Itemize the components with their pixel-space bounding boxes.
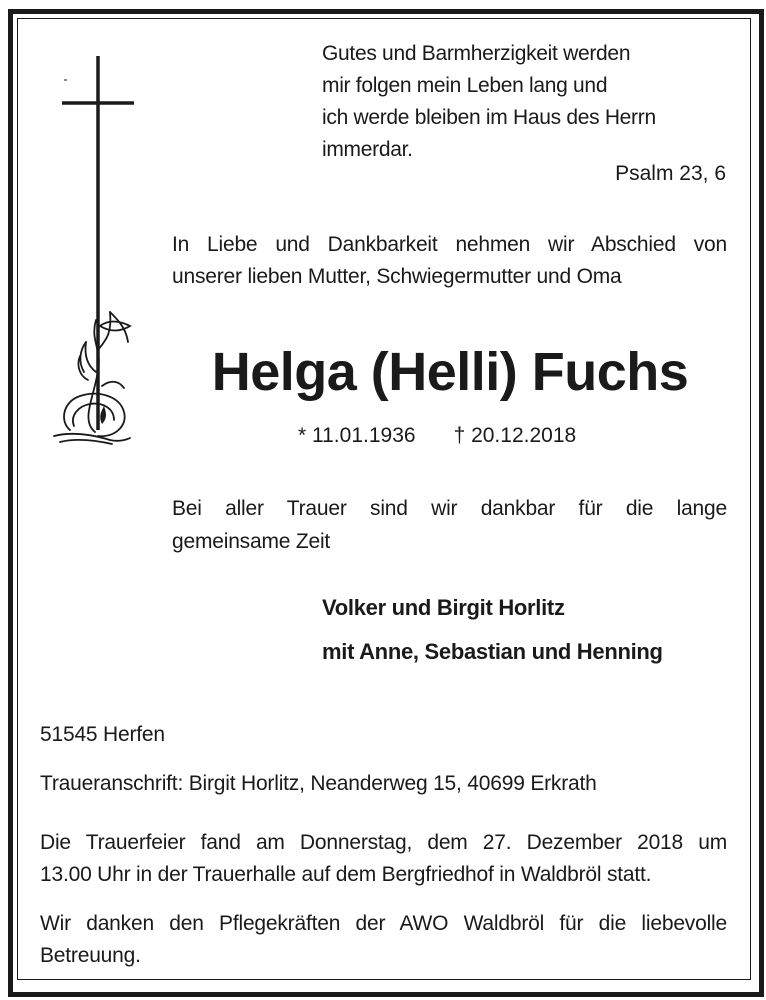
psalm-line: ich werde bleiben im Haus des Herrn: [322, 106, 656, 129]
thanks-line: Betreuung.: [40, 944, 141, 967]
psalm-quote: [322, 38, 726, 166]
cross-with-vine-icon: [40, 50, 140, 450]
mourning-address: Traueranschrift: Birgit Horlitz, Neanderweg 15, 40699 Erkrath: [40, 772, 597, 795]
psalm-line: Gutes und Barmherzigkeit werden: [322, 42, 631, 65]
psalm-reference: Psalm 23, 6: [615, 162, 726, 185]
family-line: mit Anne, Sebastian und Henning: [322, 639, 663, 664]
deceased-name: Helga (Helli) Fuchs: [211, 342, 689, 402]
funeral-line: Die Trauerfeier fand am Donnerstag, dem 27. Dezember 2018 um: [40, 831, 727, 854]
family-line: Volker und Birgit Horlitz: [322, 595, 565, 620]
psalm-line: mir folgen mein Leben lang und: [322, 74, 608, 97]
life-dates: [298, 420, 576, 452]
birth-date: * 11.01.1936: [298, 424, 416, 447]
gratitude-line: gemeinsame Zeit: [172, 530, 331, 553]
thanks-line: Wir danken den Pflegekräften der AWO Waldbröl für die liebevolle: [40, 912, 727, 935]
location: 51545 Herfen: [40, 723, 165, 746]
psalm-line: immerdar.: [322, 138, 413, 161]
death-date: † 20.12.2018: [453, 424, 577, 447]
intro-line: unserer lieben Mutter, Schwiegermutter und Oma: [172, 265, 622, 288]
gratitude-line: Bei aller Trauer sind wir dankbar für die lange: [172, 497, 727, 520]
intro-line: In Liebe und Dankbarkeit nehmen wir Abschied von: [172, 233, 727, 256]
funeral-line: 13.00 Uhr in der Trauerhalle auf dem Bergfriedhof in Waldbröl statt.: [40, 863, 652, 886]
